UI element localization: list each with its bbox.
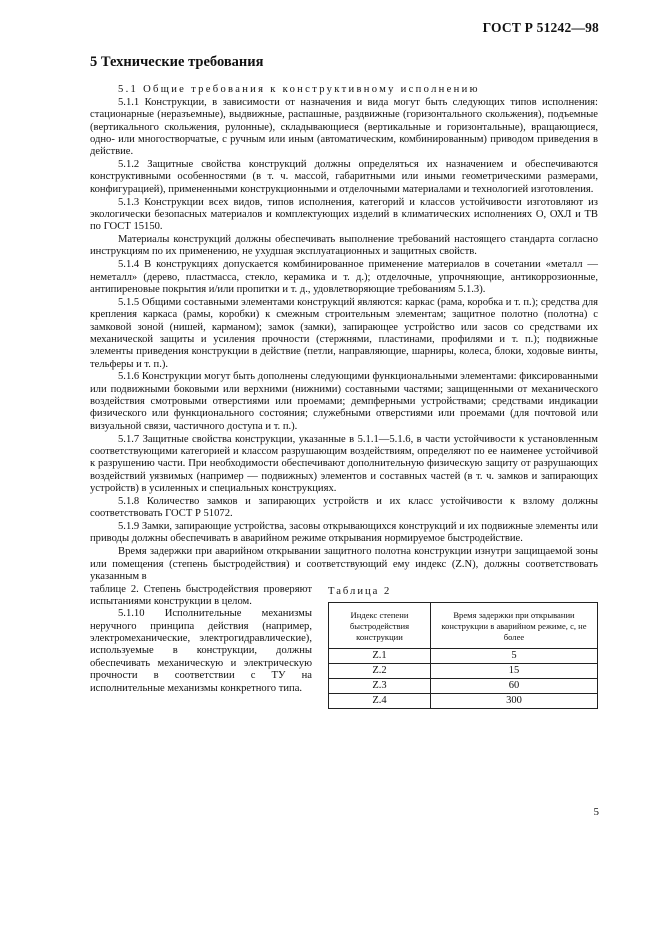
table-cell-index: Z.3 xyxy=(329,679,431,694)
table-caption: Таблица 2 xyxy=(328,585,392,597)
paragraph-5-1-4: 5.1.4 В конструкциях допускается комбинированное применение материалов в сочетании «металл — неметалл» (дерево, пластмасса, стекло, керамика и т. д.); отделочные, упрочняющие, антикоррозионные, антипиреновые покрытия и/или пропитки и т. д., удовлетворяющие требованиям 5.1.3). xyxy=(90,259,598,295)
paragraph-5-1-10: 5.1.10 Исполнительные механизмы неручного принципа действия (например, электромеханические, электрогидравлические), используемые в конструкции, должны обеспечивать механическую и электрическую прочности в соответствии с ТУ на исполнительные механизмы конкретного типа. xyxy=(90,608,312,694)
paragraph-5-1-2: 5.1.2 Защитные свойства конструкций должны определяться их назначением и обеспечиваются конструктивными особенностями (в т. ч. массой, габаритными или иными геометрическими размерами, конфигурацией), примененными конструкционными и отделочными материалами и технологией изготовления. xyxy=(90,159,598,195)
paragraph-5-1-1: 5.1.1 Конструкции, в зависимости от назначения и вида могут быть следующих типов исполнения: стационарные (неразъемные), выдвижные, распашные, раздвижные (горизонтального скольжения), подъемные (вертикального скольжения, рулонные), складывающиеся (вертикальные и горизонтальные), вращающиеся, одно- или многостворчатые, с ручным или иным (автоматическим, комбинированным) приводом приведения в действие. xyxy=(90,96,598,158)
table-row xyxy=(329,664,598,679)
table-block xyxy=(328,586,598,709)
paragraph-5-1-7: 5.1.7 Защитные свойства конструкции, указанные в 5.1.1—5.1.6, в части устойчивости к установленным соответствующими категорией и классом разрушающим воздействиям, определяют по ее наименее устойчивой к разрушению части. При необходимости обеспечивают дополнительную физическую защиту от разрушающих воздействий уязвимых (например — подвижных) элементов и составных частей (в т. ч. замков и запирающих устройств) в усиленных и специальных конструкциях. xyxy=(90,433,598,494)
table-header-time: Время задержки при открывании конструкции в аварийном режиме, с, не более xyxy=(431,603,598,649)
table-header-index: Индекс степени быстродействия конструкции xyxy=(329,603,431,649)
document-body xyxy=(90,84,598,709)
speed-index-table xyxy=(328,602,598,709)
subsection-title: 5.1 Общие требования к конструктивному исполнению xyxy=(118,84,480,95)
paragraph-5-1-3: 5.1.3 Конструкции всех видов, типов исполнения, категорий и классов устойчивости изготовляют из экологически безопасных материалов и комплектующих изделий в климатических исполнениях О, ОХЛ и ТВ по ГОСТ 15150. xyxy=(90,196,598,233)
paragraph-5-1-6: 5.1.6 Конструкции могут быть дополнены следующими функциональными элементами: фиксированными или подвижными боковыми или верхними (нижними) составными частями; защищенными от механического воздействия смотровыми отверстиями или проемами; демпферными устройствами; средствами индикации физического или функционального состояния; служебными отверстиями или проемами (для почтовой или визуальной связи, частичного доступа и т. п.). xyxy=(90,371,598,432)
table-header-row xyxy=(329,603,598,649)
paragraph-5-1-3-continued: Материалы конструкций должны обеспечивать выполнение требований настоящего стандарта согласно инструкциям по их применению, не ухудшая эксплуатационных и защитных свойств. xyxy=(90,234,598,258)
paragraph-5-1-5: 5.1.5 Общими составными элементами конструкций являются: каркас (рама, коробка и т. п.); средства для крепления каркаса (рамы, коробки) к смежным строительным элементам; защитное полотно (полотна) с замковой зоной (нишей, карманом); замок (замки), запирающее устройство или засов со средствами их механической защиты и усиления прочности (стержнями, пластинами, профилями и т. п.); подвижные элементы приведения конструкции в действие (петли, направляющие, шарниры, колеса, блоки, ходовые винты, тельферы и т. п.). xyxy=(90,296,598,370)
page-number: 5 xyxy=(593,806,599,818)
table-cell-time: 300 xyxy=(431,694,598,709)
paragraph-5-1-9-continued: Время задержки при аварийном открывании защитного полотна конструкции изнутри защищаемой зоны или помещения (степень быстродействия) и соответствующий ему индекс (Z.N), должны соответствовать указанным в xyxy=(90,546,598,582)
table-cell-time: 5 xyxy=(431,649,598,664)
document-header: ГОСТ Р 51242—98 xyxy=(482,20,599,35)
table-row xyxy=(329,649,598,664)
paragraph-5-1-9-end: таблице 2. Степень быстродействия проверяют испытаниями конструкции в целом. xyxy=(90,583,312,608)
text-and-table-block xyxy=(90,584,598,709)
left-text-column xyxy=(90,584,312,709)
table-cell-index: Z.4 xyxy=(329,694,431,709)
table-cell-time: 60 xyxy=(431,679,598,694)
table-row xyxy=(329,679,598,694)
table-cell-index: Z.2 xyxy=(329,664,431,679)
table-cell-time: 15 xyxy=(431,664,598,679)
paragraph-5-1-8: 5.1.8 Количество замков и запирающих устройств и их класс устойчивости к взлому должны соответствовать ГОСТ Р 51072. xyxy=(90,495,598,520)
paragraph-5-1-9: 5.1.9 Замки, запирающие устройства, засовы открывающихся конструкций и их подвижные элементы или приводы должны обеспечивать в аварийном режиме открывания нормируемое быстродействие. xyxy=(90,521,598,545)
table-cell-index: Z.1 xyxy=(329,649,431,664)
section-title: 5 Технические требования xyxy=(90,54,264,70)
table-row xyxy=(329,694,598,709)
